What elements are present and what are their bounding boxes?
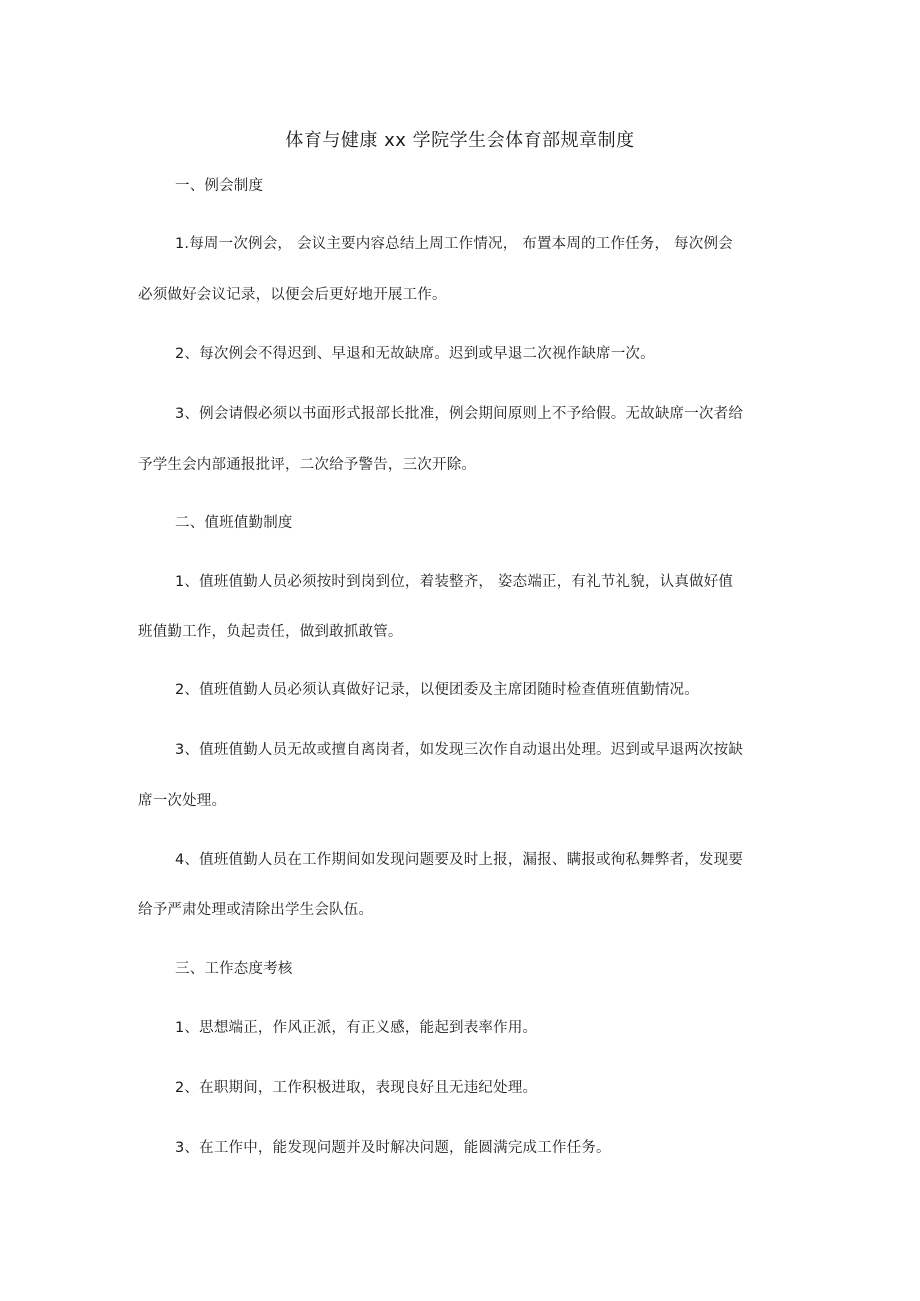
paragraph-line: 1、值班值勤人员必须按时到岗到位，着装整齐， 姿态端正，有礼节礼貌，认真做好值 — [175, 574, 734, 590]
section-heading: 三、工作态度考核 — [175, 961, 293, 977]
paragraph-line: 必须做好会议记录，以便会后更好地开展工作。 — [138, 287, 447, 303]
paragraph-line: 1、思想端正，作风正派，有正义感，能起到表率作用。 — [175, 1020, 538, 1036]
section-heading: 一、例会制度 — [175, 178, 264, 194]
paragraph-line: 2、在职期间，工作积极进取，表现良好且无违纪处理。 — [175, 1080, 538, 1096]
section-heading: 二、值班值勤制度 — [175, 515, 293, 531]
paragraph-line: 席一次处理。 — [138, 793, 227, 809]
paragraph-line: 班值勤工作，负起责任，做到敢抓敢管。 — [138, 624, 403, 640]
paragraph-line: 予学生会内部通报批评，二次给予警告，三次开除。 — [138, 457, 477, 473]
paragraph-line: 给予严肃处理或清除出学生会队伍。 — [138, 902, 374, 918]
paragraph-line: 3、值班值勤人员无故或擅自离岗者，如发现三次作自动退出处理。迟到或早退两次按缺 — [175, 742, 744, 758]
paragraph-line: 2、每次例会不得迟到、早退和无故缺席。迟到或早退二次视作缺席一次。 — [175, 346, 655, 362]
paragraph-line: 3、在工作中，能发现问题并及时解决问题，能圆满完成工作任务。 — [175, 1140, 611, 1156]
paragraph-line: 2、值班值勤人员必须认真做好记录，以便团委及主席团随时检查值班值勤情况。 — [175, 682, 699, 698]
paragraph-line: 3、例会请假必须以书面形式报部长批准，例会期间原则上不予给假。无故缺席一次者给 — [175, 406, 744, 422]
document-title: 体育与健康 xx 学院学生会体育部规章制度 — [285, 130, 635, 151]
paragraph-line: 1.每周一次例会， 会议主要内容总结上周工作情况， 布置本周的工作任务， 每次例会 — [175, 236, 733, 252]
paragraph-line: 4、值班值勤人员在工作期间如发现问题要及时上报，漏报、瞒报或徇私舞弊者，发现要 — [175, 852, 744, 868]
